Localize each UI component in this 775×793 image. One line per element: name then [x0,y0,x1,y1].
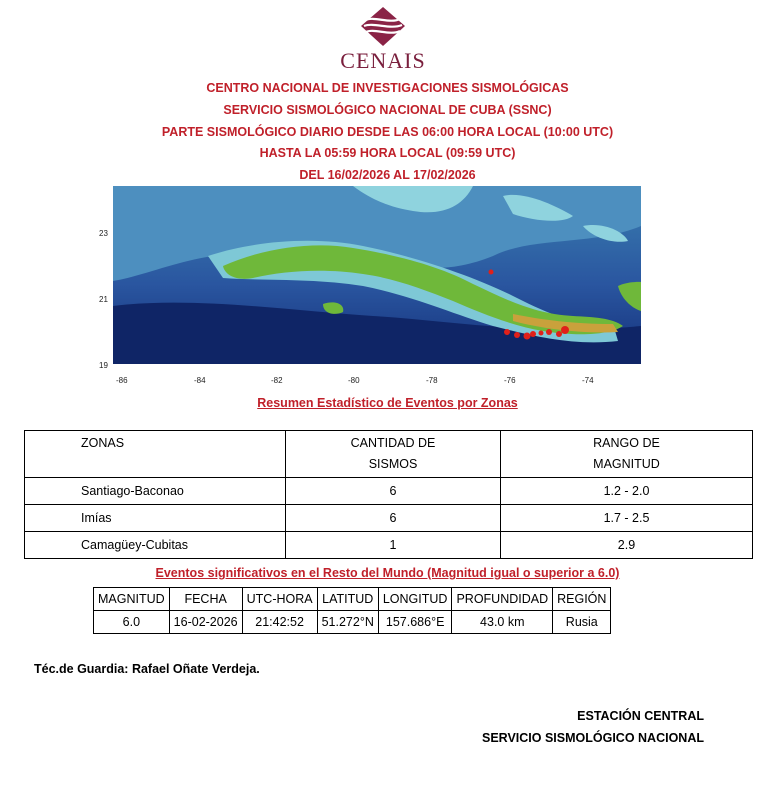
table-row [25,532,753,559]
table-header-row [25,431,753,478]
report-header [0,78,775,187]
header-line: HASTA LA 05:59 HORA LOCAL (09:59 UTC) [259,146,516,161]
world-events-table [93,587,611,634]
signature-block [482,705,704,749]
footer-line: ESTACIÓN CENTRAL [577,709,704,723]
header-line: DEL 16/02/2026 AL 17/02/2026 [299,168,476,183]
event-region: Rusia [553,611,611,634]
map-x-label: -84 [194,376,206,385]
header-count-line: CANTIDAD DE [350,436,436,450]
logo-text: CENAIS [340,48,426,73]
header-utc-time: UTC-HORA [242,588,317,611]
event-marker [504,329,510,335]
header-range [501,431,753,478]
event-marker [539,331,544,336]
zone-range: 2.9 [501,532,753,559]
header-region: REGIÓN [553,588,611,611]
zones-title: Resumen Estadístico de Eventos por Zonas [257,396,518,410]
map-x-label: -82 [271,376,283,385]
table-row [25,478,753,505]
footer-line: SERVICIO SISMOLÓGICO NACIONAL [481,731,704,745]
zone-name: Santiago-Baconao [25,478,286,505]
event-marker [514,332,520,338]
event-latitude: 51.272°N [317,611,378,634]
seismic-map [113,186,641,364]
table-row [25,505,753,532]
event-date: 16-02-2026 [169,611,242,634]
zone-name: Camagüey-Cubitas [25,532,286,559]
header-line: CENTRO NACIONAL DE INVESTIGACIONES SISMOLÓGICAS [206,81,569,95]
header-line: SERVICIO SISMOLÓGICO NACIONAL DE CUBA (SSNC) [223,102,552,117]
header-zone: ZONAS [25,431,286,478]
table-header-row [94,588,611,611]
header-count [286,431,501,478]
map-x-label: -80 [348,376,360,385]
event-marker [530,331,536,337]
header-depth: PROFUNDIDAD [452,588,553,611]
map-x-label: -86 [116,376,128,385]
header-range-line: RANGO DE [593,436,660,450]
world-events-title: Eventos significativos en el Resto del Mundo (Magnitud igual o superior a 6.0) [155,566,620,580]
header-magnitude: MAGNITUD [94,588,170,611]
zone-count: 6 [286,478,501,505]
event-marker [546,329,552,335]
header-date: FECHA [169,588,242,611]
header-line: PARTE SISMOLÓGICO DIARIO DESDE LAS 06:00 HORA LOCAL (10:00 UTC) [161,124,614,139]
map-x-label: -78 [426,376,438,385]
map-x-label: -74 [582,376,594,385]
cenais-logo [333,6,433,76]
event-longitude: 157.686°E [378,611,452,634]
zone-range: 1.7 - 2.5 [501,505,753,532]
zone-count: 1 [286,532,501,559]
zones-table [24,430,753,559]
header-range-line: MAGNITUD [593,457,660,471]
header-count-line: SISMOS [368,457,418,471]
event-marker [489,270,494,275]
cenais-emblem-icon [360,6,406,48]
event-marker [561,326,569,334]
map-y-label: 19 [99,361,108,370]
event-utc-time: 21:42:52 [242,611,317,634]
map-y-label: 21 [99,295,108,304]
header-latitude: LATITUD [317,588,378,611]
event-marker [556,331,562,337]
event-depth: 43.0 km [452,611,553,634]
table-row [94,611,611,634]
zone-range: 1.2 - 2.0 [501,478,753,505]
header-longitude: LONGITUD [378,588,452,611]
zone-name: Imías [25,505,286,532]
zone-count: 6 [286,505,501,532]
event-magnitude: 6.0 [94,611,170,634]
map-y-label: 23 [99,229,108,238]
technician-on-duty: Téc.de Guardia: Rafael Oñate Verdeja. [34,662,260,676]
event-marker [524,333,531,340]
map-x-label: -76 [504,376,516,385]
